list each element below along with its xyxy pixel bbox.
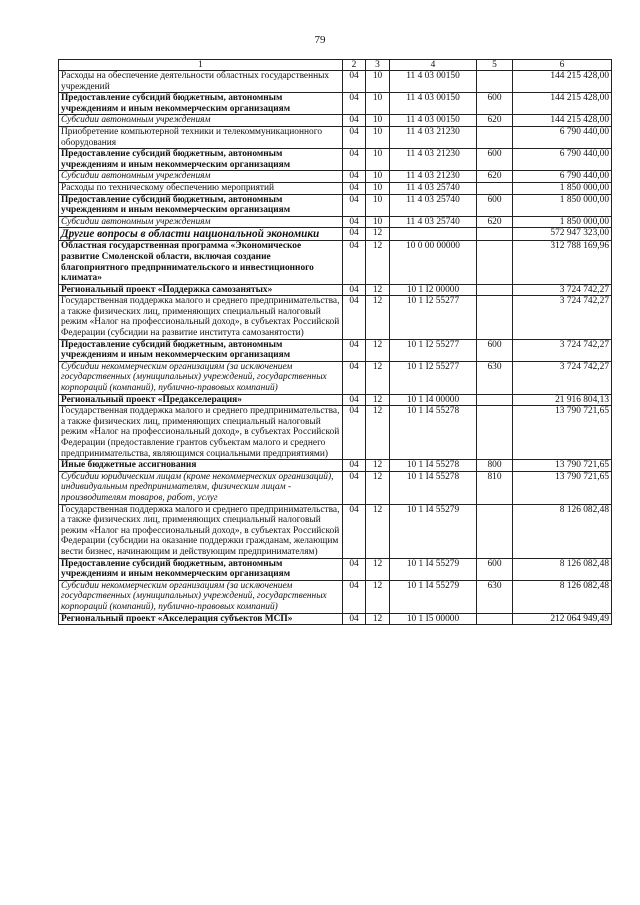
subsection-code-cell: 12 xyxy=(366,241,390,284)
target-article-cell: 11 4 03 21230 xyxy=(390,149,477,171)
table-row xyxy=(59,580,612,613)
amount-cell: 1 850 000,00 xyxy=(513,194,612,216)
section-code-cell: 04 xyxy=(343,182,366,194)
expense-type-cell xyxy=(477,613,513,625)
expense-type-cell: 600 xyxy=(477,558,513,580)
amount-cell: 13 790 721,65 xyxy=(513,471,612,504)
row-name-cell: Предоставление субсидий бюджетным, автономным учреждениям и иным некоммерческим организациям xyxy=(59,93,343,115)
row-name-cell: Субсидии автономным учреждениям xyxy=(59,171,343,183)
table-row xyxy=(59,613,612,625)
section-code-cell: 04 xyxy=(343,471,366,504)
section-code-cell: 04 xyxy=(343,406,366,460)
target-article-cell: 10 1 I2 00000 xyxy=(390,284,477,296)
expense-type-cell: 810 xyxy=(477,471,513,504)
target-article-cell: 11 4 03 25740 xyxy=(390,194,477,216)
expense-type-cell: 620 xyxy=(477,115,513,127)
target-article-cell: 11 4 03 21230 xyxy=(390,126,477,148)
expense-type-cell: 620 xyxy=(477,216,513,228)
table-row xyxy=(59,149,612,171)
row-name-cell: Областная государственная программа «Экономическое развитие Смоленской области, включая создание благоприятного предпринимательского и инвестиционного климата» xyxy=(59,241,343,284)
table-row xyxy=(59,471,612,504)
table-row xyxy=(59,296,612,339)
expense-type-cell xyxy=(477,296,513,339)
expense-type-cell: 630 xyxy=(477,580,513,613)
table-row xyxy=(59,284,612,296)
subsection-code-cell: 12 xyxy=(366,406,390,460)
amount-cell: 21 916 804,13 xyxy=(513,394,612,406)
table-row xyxy=(59,558,612,580)
row-name-cell: Субсидии автономным учреждениям xyxy=(59,216,343,228)
target-article-cell: 10 1 I4 55279 xyxy=(390,580,477,613)
section-code-cell: 04 xyxy=(343,613,366,625)
expense-type-cell: 630 xyxy=(477,361,513,394)
header-cell: 4 xyxy=(390,60,477,71)
subsection-code-cell: 12 xyxy=(366,613,390,625)
target-article-cell xyxy=(390,228,477,241)
amount-cell: 3 724 742,27 xyxy=(513,296,612,339)
table-row xyxy=(59,171,612,183)
expense-type-cell xyxy=(477,182,513,194)
expense-type-cell xyxy=(477,126,513,148)
row-name-cell: Другие вопросы в области национальной экономики xyxy=(59,228,343,241)
section-code-cell: 04 xyxy=(343,171,366,183)
table-row xyxy=(59,406,612,460)
header-row xyxy=(59,60,612,71)
section-code-cell: 04 xyxy=(343,115,366,127)
target-article-cell: 10 1 I4 55279 xyxy=(390,504,477,558)
expense-type-cell: 620 xyxy=(477,171,513,183)
section-code-cell: 04 xyxy=(343,93,366,115)
amount-cell: 6 790 440,00 xyxy=(513,126,612,148)
header-cell: 1 xyxy=(59,60,343,71)
amount-cell: 6 790 440,00 xyxy=(513,149,612,171)
target-article-cell: 10 1 I4 55279 xyxy=(390,558,477,580)
row-name-cell: Региональный проект «Предакселерация» xyxy=(59,394,343,406)
amount-cell: 13 790 721,65 xyxy=(513,406,612,460)
row-name-cell: Предоставление субсидий бюджетным, автономным учреждениям и иным некоммерческим организациям xyxy=(59,194,343,216)
subsection-code-cell: 10 xyxy=(366,171,390,183)
subsection-code-cell: 12 xyxy=(366,460,390,472)
expense-type-cell: 600 xyxy=(477,194,513,216)
target-article-cell: 10 1 I4 55278 xyxy=(390,471,477,504)
expense-type-cell: 600 xyxy=(477,339,513,361)
expense-type-cell xyxy=(477,504,513,558)
table-row xyxy=(59,126,612,148)
amount-cell: 1 850 000,00 xyxy=(513,182,612,194)
amount-cell: 144 215 428,00 xyxy=(513,71,612,93)
amount-cell: 144 215 428,00 xyxy=(513,93,612,115)
section-code-cell: 04 xyxy=(343,194,366,216)
subsection-code-cell: 12 xyxy=(366,558,390,580)
row-name-cell: Государственная поддержка малого и среднего предпринимательства, а также физических лиц, применяющих специальный налоговый режим «Налог на профессиональный доход», в субъектах Российской Федерации (предоставление грантов субъектам малого и среднего предпринимательства, являющимся социальными предприятиями) xyxy=(59,406,343,460)
amount-cell: 8 126 082,48 xyxy=(513,580,612,613)
subsection-code-cell: 12 xyxy=(366,504,390,558)
amount-cell: 3 724 742,27 xyxy=(513,361,612,394)
row-name-cell: Иные бюджетные ассигнования xyxy=(59,460,343,472)
subsection-code-cell: 10 xyxy=(366,126,390,148)
section-code-cell: 04 xyxy=(343,558,366,580)
row-name-cell: Государственная поддержка малого и среднего предпринимательства, а также физических лиц, применяющих специальный налоговый режим «Налог на профессиональный доход», в субъектах Российской Федерации (субсидии на развитие института самозанятости) xyxy=(59,296,343,339)
section-code-cell: 04 xyxy=(343,149,366,171)
row-name-cell: Предоставление субсидий бюджетным, автономным учреждениям и иным некоммерческим организациям xyxy=(59,149,343,171)
subsection-code-cell: 12 xyxy=(366,580,390,613)
amount-cell: 8 126 082,48 xyxy=(513,558,612,580)
table-row xyxy=(59,460,612,472)
target-article-cell: 10 1 I5 00000 xyxy=(390,613,477,625)
expense-type-cell xyxy=(477,241,513,284)
section-code-cell: 04 xyxy=(343,580,366,613)
expense-type-cell xyxy=(477,228,513,241)
subsection-code-cell: 10 xyxy=(366,216,390,228)
section-code-cell: 04 xyxy=(343,71,366,93)
section-code-cell: 04 xyxy=(343,284,366,296)
table-row xyxy=(59,93,612,115)
table-row xyxy=(59,115,612,127)
amount-cell: 312 788 169,96 xyxy=(513,241,612,284)
amount-cell: 1 850 000,00 xyxy=(513,216,612,228)
subsection-code-cell: 10 xyxy=(366,71,390,93)
table-row xyxy=(59,394,612,406)
subsection-code-cell: 12 xyxy=(366,228,390,241)
section-code-cell: 04 xyxy=(343,460,366,472)
target-article-cell: 10 0 00 00000 xyxy=(390,241,477,284)
section-code-cell: 04 xyxy=(343,126,366,148)
subsection-code-cell: 10 xyxy=(366,194,390,216)
table-row xyxy=(59,194,612,216)
row-name-cell: Субсидии некоммерческим организациям (за исключением государственных (муниципальных) учреждений, государственных корпораций (компаний), публично-правовых компаний) xyxy=(59,580,343,613)
expense-type-cell: 600 xyxy=(477,149,513,171)
section-code-cell: 04 xyxy=(343,228,366,241)
target-article-cell: 11 4 03 25740 xyxy=(390,216,477,228)
amount-cell: 3 724 742,27 xyxy=(513,339,612,361)
table-row xyxy=(59,228,612,241)
section-code-cell: 04 xyxy=(343,339,366,361)
amount-cell: 212 064 949,49 xyxy=(513,613,612,625)
expense-type-cell xyxy=(477,284,513,296)
amount-cell: 3 724 742,27 xyxy=(513,284,612,296)
row-name-cell: Субсидии автономным учреждениям xyxy=(59,115,343,127)
table-row xyxy=(59,339,612,361)
header-cell: 6 xyxy=(513,60,612,71)
table-row xyxy=(59,504,612,558)
target-article-cell: 10 1 I4 55278 xyxy=(390,460,477,472)
target-article-cell: 11 4 03 00150 xyxy=(390,71,477,93)
target-article-cell: 10 1 I4 00000 xyxy=(390,394,477,406)
amount-cell: 144 215 428,00 xyxy=(513,115,612,127)
target-article-cell: 10 1 I2 55277 xyxy=(390,361,477,394)
page-number: 79 xyxy=(314,34,326,46)
target-article-cell: 11 4 03 00150 xyxy=(390,93,477,115)
row-name-cell: Расходы на обеспечение деятельности областных государственных учреждений xyxy=(59,71,343,93)
amount-cell: 8 126 082,48 xyxy=(513,504,612,558)
table-row xyxy=(59,216,612,228)
expense-type-cell xyxy=(477,71,513,93)
section-code-cell: 04 xyxy=(343,361,366,394)
section-code-cell: 04 xyxy=(343,394,366,406)
row-name-cell: Предоставление субсидий бюджетным, автономным учреждениям и иным некоммерческим организациям xyxy=(59,558,343,580)
row-name-cell: Субсидии юридическим лицам (кроме некоммерческих организаций), индивидуальным предпринимателям, физическим лицам - производителям товаров, работ, услуг xyxy=(59,471,343,504)
row-name-cell: Региональный проект «Акселерация субъектов МСП» xyxy=(59,613,343,625)
section-code-cell: 04 xyxy=(343,216,366,228)
subsection-code-cell: 10 xyxy=(366,149,390,171)
amount-cell: 572 947 323,00 xyxy=(513,228,612,241)
row-name-cell: Региональный проект «Поддержка самозанятых» xyxy=(59,284,343,296)
expense-type-cell xyxy=(477,406,513,460)
amount-cell: 6 790 440,00 xyxy=(513,171,612,183)
subsection-code-cell: 10 xyxy=(366,115,390,127)
amount-cell: 13 790 721,65 xyxy=(513,460,612,472)
expense-type-cell xyxy=(477,394,513,406)
table-row xyxy=(59,71,612,93)
row-name-cell: Субсидии некоммерческим организациям (за исключением государственных (муниципальных) учреждений, государственных корпораций (компаний), публично-правовых компаний) xyxy=(59,361,343,394)
row-name-cell: Приобретение компьютерной техники и телекоммуникационного оборудования xyxy=(59,126,343,148)
table-row xyxy=(59,241,612,284)
target-article-cell: 10 1 I2 55277 xyxy=(390,339,477,361)
subsection-code-cell: 12 xyxy=(366,394,390,406)
subsection-code-cell: 10 xyxy=(366,182,390,194)
header-cell: 5 xyxy=(477,60,513,71)
expense-type-cell: 600 xyxy=(477,93,513,115)
section-code-cell: 04 xyxy=(343,296,366,339)
target-article-cell: 10 1 I4 55278 xyxy=(390,406,477,460)
target-article-cell: 11 4 03 25740 xyxy=(390,182,477,194)
budget-table xyxy=(58,59,612,625)
row-name-cell: Предоставление субсидий бюджетным, автономным учреждениям и иным некоммерческим организациям xyxy=(59,339,343,361)
subsection-code-cell: 12 xyxy=(366,284,390,296)
table-row xyxy=(59,361,612,394)
row-name-cell: Государственная поддержка малого и среднего предпринимательства, а также физических лиц, применяющих специальный налоговый режим «Налог на профессиональный доход», в субъектах Российской Федерации (субсидии на оказание поддержки гражданам, желающим вести бизнес, начинающим и действующим предпринимателям) xyxy=(59,504,343,558)
header-cell: 3 xyxy=(366,60,390,71)
expense-type-cell: 800 xyxy=(477,460,513,472)
target-article-cell: 10 1 I2 55277 xyxy=(390,296,477,339)
subsection-code-cell: 12 xyxy=(366,361,390,394)
subsection-code-cell: 12 xyxy=(366,296,390,339)
target-article-cell: 11 4 03 21230 xyxy=(390,171,477,183)
header-cell: 2 xyxy=(343,60,366,71)
table-row xyxy=(59,182,612,194)
subsection-code-cell: 10 xyxy=(366,93,390,115)
section-code-cell: 04 xyxy=(343,504,366,558)
row-name-cell: Расходы по техническому обеспечению мероприятий xyxy=(59,182,343,194)
target-article-cell: 11 4 03 00150 xyxy=(390,115,477,127)
subsection-code-cell: 12 xyxy=(366,471,390,504)
section-code-cell: 04 xyxy=(343,241,366,284)
subsection-code-cell: 12 xyxy=(366,339,390,361)
table-body xyxy=(59,71,612,625)
